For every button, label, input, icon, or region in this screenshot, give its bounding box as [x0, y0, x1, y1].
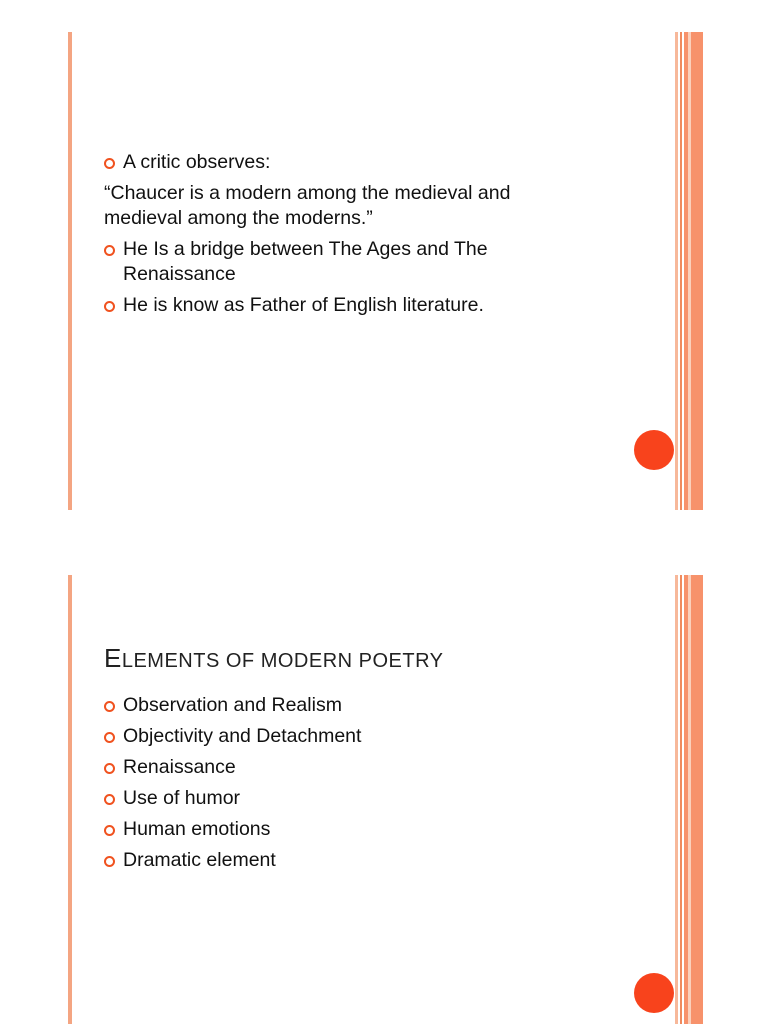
stripe: [680, 575, 682, 1024]
bullet-text: Dramatic element: [123, 849, 276, 871]
bullet-text: A critic observes:: [123, 151, 271, 173]
slide-title-rest: LEMENTS OF MODERN POETRY: [121, 650, 444, 672]
stripe: [688, 575, 691, 1024]
bullet-text: Renaissance: [123, 756, 236, 778]
bullet-text: Use of humor: [123, 787, 241, 809]
ring-bullet-icon: [104, 825, 115, 836]
ring-bullet-icon: [104, 158, 115, 169]
slide-2: [0, 575, 768, 1024]
right-stripe-band: [675, 32, 705, 510]
ring-bullet-icon: [104, 732, 115, 743]
bullet-item: [104, 817, 574, 842]
left-rule: [68, 575, 72, 1024]
stripe: [684, 575, 703, 1024]
accent-circle-icon: [634, 430, 674, 470]
bullet-item: [104, 237, 574, 287]
ring-bullet-icon: [104, 794, 115, 805]
stripe: [688, 32, 691, 510]
bullet-text: He is know as Father of English literature.: [123, 294, 484, 316]
stripe: [680, 32, 682, 510]
stripe: [675, 32, 678, 510]
left-rule: [68, 32, 72, 510]
ring-bullet-icon: [104, 245, 115, 256]
ring-bullet-icon: [104, 301, 115, 312]
slide-body: [104, 693, 574, 879]
stripe: [684, 32, 703, 510]
bullet-item: [104, 693, 574, 718]
bullet-text: Human emotions: [123, 818, 271, 840]
bullet-text: He Is a bridge between The Ages and The Renaissance: [123, 238, 488, 285]
quote-text: “Chaucer is a modern among the medieval and medieval among the moderns.”: [104, 182, 511, 229]
bullet-item: [104, 293, 574, 318]
ring-bullet-icon: [104, 701, 115, 712]
slide-title: [104, 643, 444, 674]
bullet-item: [104, 755, 574, 780]
bullet-item: [104, 786, 574, 811]
accent-circle-icon: [634, 973, 674, 1013]
slide-1: [0, 32, 768, 510]
right-stripe-band: [675, 575, 705, 1024]
stripe: [675, 575, 678, 1024]
bullet-item: [104, 724, 574, 749]
ring-bullet-icon: [104, 763, 115, 774]
ring-bullet-icon: [104, 856, 115, 867]
slide-title-initial: E: [104, 643, 122, 673]
bullet-item: [104, 150, 574, 175]
bullet-text: Objectivity and Detachment: [123, 725, 362, 747]
bullet-text: Observation and Realism: [123, 694, 342, 716]
bullet-item: [104, 848, 574, 873]
slide-body: [104, 150, 574, 324]
